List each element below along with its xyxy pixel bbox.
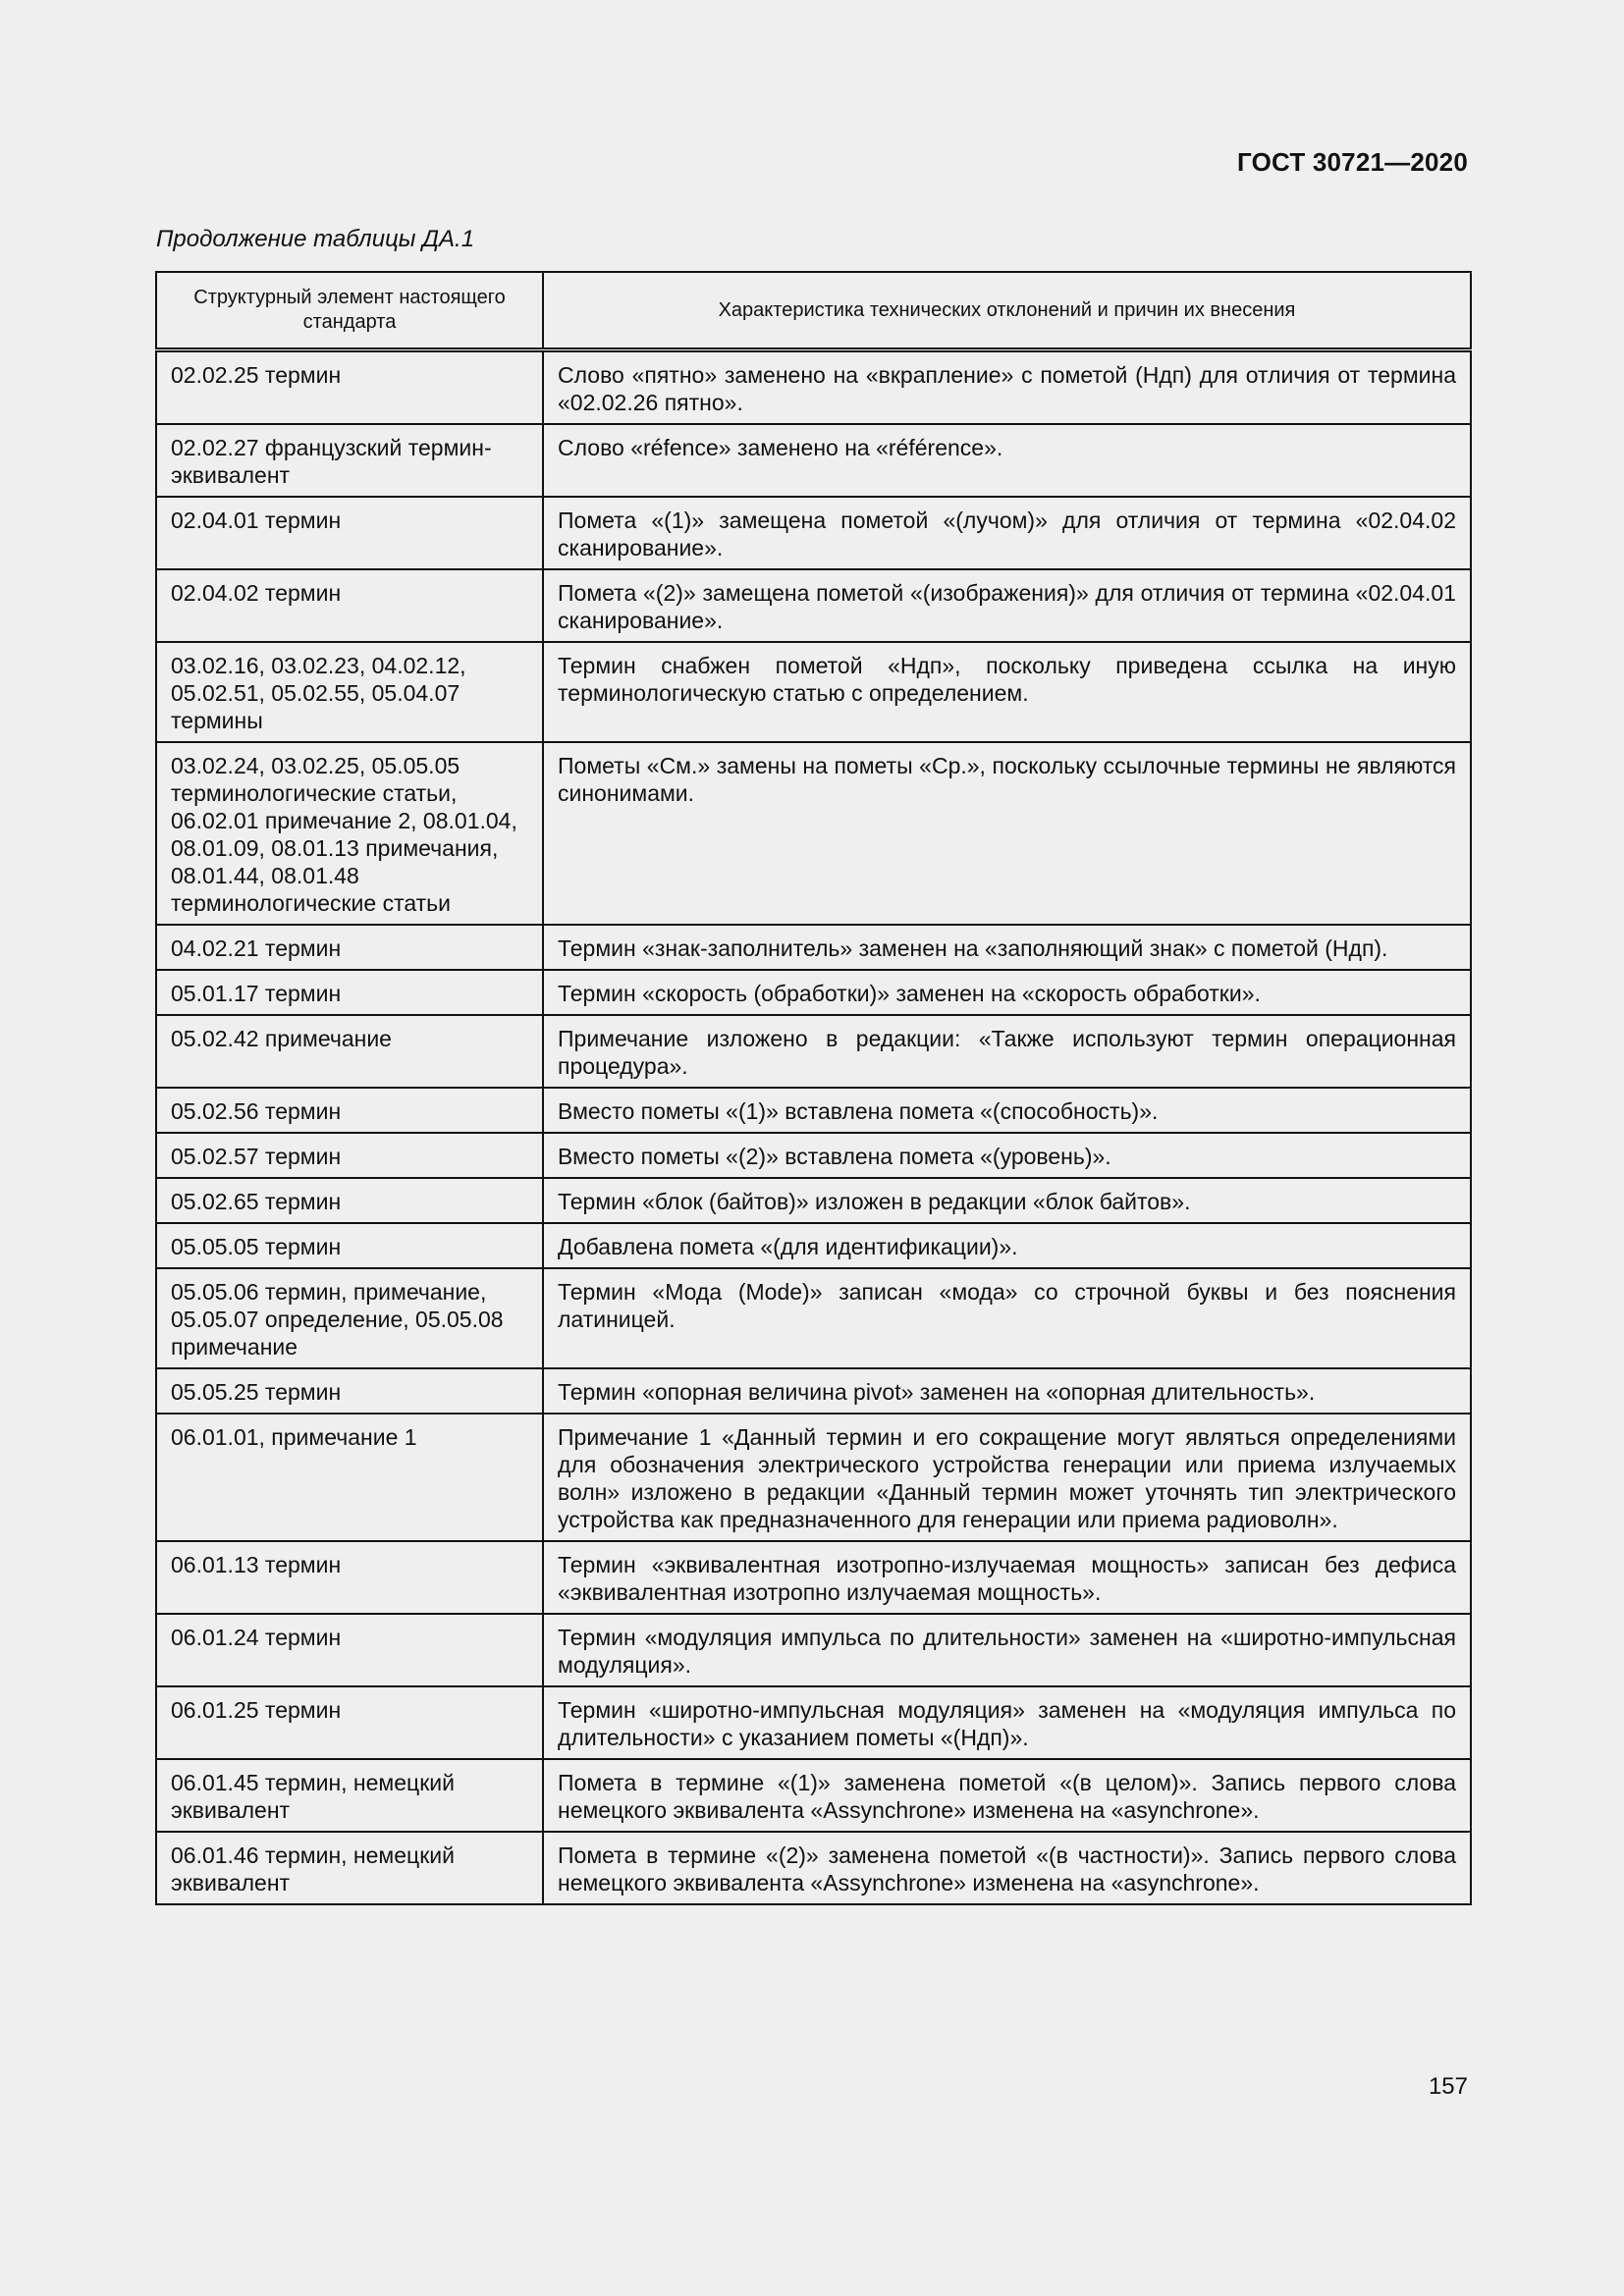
deviation-description-cell: Помета «(1)» замещена пометой «(лучом)» для отличия от термина «02.04.02 сканирование». [543, 497, 1471, 569]
column-header-element: Структурный элемент настоящего стандарта [156, 272, 543, 350]
table-row [156, 1832, 1471, 1904]
deviation-description-cell: Термин «знак-заполнитель» заменен на «заполняющий знак» с пометой (Ндп). [543, 925, 1471, 970]
structural-element-cell: 05.05.06 термин, примечание, 05.05.07 определение, 05.05.08 примечание [156, 1268, 543, 1368]
deviation-description-cell: Примечание изложено в редакции: «Также используют термин операционная процедура». [543, 1015, 1471, 1088]
structural-element-cell: 05.02.57 термин [156, 1133, 543, 1178]
table-row [156, 925, 1471, 970]
deviation-description-cell: Слово «réfence» заменено на «référence». [543, 424, 1471, 497]
deviation-description-cell: Пометы «См.» замены на пометы «Ср.», поскольку ссылочные термины не являются синонимами. [543, 742, 1471, 925]
structural-element-cell: 03.02.24, 03.02.25, 05.05.05 терминологические статьи, 06.02.01 примечание 2, 08.01.04, 08.01.09, 08.01.13 примечания, 08.01.44, 08.01.48 терминологические статьи [156, 742, 543, 925]
structural-element-cell: 03.02.16, 03.02.23, 04.02.12, 05.02.51, 05.02.55, 05.04.07 термины [156, 642, 543, 742]
deviation-description-cell: Термин «Мода (Mode)» записан «мода» со строчной буквы и без пояснения латиницей. [543, 1268, 1471, 1368]
deviation-description-cell: Термин «модуляция импульса по длительности» заменен на «широтно-импульсная модуляция». [543, 1614, 1471, 1686]
deviation-description-cell: Термин снабжен пометой «Ндп», поскольку приведена ссылка на иную терминологическую статью с определением. [543, 642, 1471, 742]
structural-element-cell: 05.05.05 термин [156, 1223, 543, 1268]
deviation-description-cell: Термин «опорная величина pivot» заменен на «опорная длительность». [543, 1368, 1471, 1414]
table-row [156, 1759, 1471, 1832]
structural-element-cell: 02.04.02 термин [156, 569, 543, 642]
document-code: ГОСТ 30721—2020 [1237, 147, 1468, 177]
structural-element-cell: 06.01.13 термин [156, 1541, 543, 1614]
structural-element-cell: 02.02.25 термин [156, 350, 543, 425]
deviations-table [155, 271, 1472, 1905]
table-row [156, 1223, 1471, 1268]
column-header-description: Характеристика технических отклонений и причин их внесения [543, 272, 1471, 350]
deviation-description-cell: Термин «скорость (обработки)» заменен на «скорость обработки». [543, 970, 1471, 1015]
structural-element-cell: 06.01.25 термин [156, 1686, 543, 1759]
deviation-description-cell: Помета в термине «(1)» заменена пометой «(в целом)». Запись первого слова немецкого эквивалента «Assynchrone» изменена на «asynchrone». [543, 1759, 1471, 1832]
table-caption: Продолжение таблицы ДА.1 [156, 226, 475, 252]
deviation-description-cell: Термин «широтно-импульсная модуляция» заменен на «модуляция импульса по длительности» с указанием пометы «(Ндп)». [543, 1686, 1471, 1759]
deviation-description-cell: Вместо пометы «(2)» вставлена помета «(уровень)». [543, 1133, 1471, 1178]
structural-element-cell: 05.02.56 термин [156, 1088, 543, 1133]
deviation-description-cell: Слово «пятно» заменено на «вкрапление» с пометой (Ндп) для отличия от термина «02.02.26 пятно». [543, 350, 1471, 425]
table-row [156, 1368, 1471, 1414]
structural-element-cell: 05.02.42 примечание [156, 1015, 543, 1088]
deviation-description-cell: Термин «блок (байтов)» изложен в редакции «блок байтов». [543, 1178, 1471, 1223]
table-row [156, 1268, 1471, 1368]
structural-element-cell: 04.02.21 термин [156, 925, 543, 970]
structural-element-cell: 05.02.65 термин [156, 1178, 543, 1223]
deviation-description-cell: Добавлена помета «(для идентификации)». [543, 1223, 1471, 1268]
structural-element-cell: 05.05.25 термин [156, 1368, 543, 1414]
table-row [156, 1414, 1471, 1541]
table-header-row [156, 272, 1471, 350]
table-row [156, 1541, 1471, 1614]
structural-element-cell: 06.01.24 термин [156, 1614, 543, 1686]
structural-element-cell: 02.02.27 французский термин-эквивалент [156, 424, 543, 497]
table-row [156, 424, 1471, 497]
table-row [156, 1088, 1471, 1133]
deviation-description-cell: Помета в термине «(2)» заменена пометой «(в частности)». Запись первого слова немецкого эквивалента «Assynchrone» изменена на «asynchrone». [543, 1832, 1471, 1904]
table-row [156, 1686, 1471, 1759]
table-row [156, 1178, 1471, 1223]
deviation-description-cell: Вместо пометы «(1)» вставлена помета «(способность)». [543, 1088, 1471, 1133]
deviation-description-cell: Примечание 1 «Данный термин и его сокращение могут являться определениями для обозначения электрического устройства генерации или приема излучаемых волн» изложено в редакции «Данный термин может уточнять тип электрического устройства как предназначенного для генерации или приема радиоволн». [543, 1414, 1471, 1541]
table-row [156, 742, 1471, 925]
structural-element-cell: 06.01.46 термин, немецкий эквивалент [156, 1832, 543, 1904]
deviation-description-cell: Помета «(2)» замещена пометой «(изображения)» для отличия от термина «02.04.01 сканирование». [543, 569, 1471, 642]
structural-element-cell: 05.01.17 термин [156, 970, 543, 1015]
table-row [156, 569, 1471, 642]
table-row [156, 1133, 1471, 1178]
table-row [156, 642, 1471, 742]
structural-element-cell: 06.01.01, примечание 1 [156, 1414, 543, 1541]
page-number: 157 [1428, 2073, 1468, 2100]
structural-element-cell: 06.01.45 термин, немецкий эквивалент [156, 1759, 543, 1832]
table-row [156, 970, 1471, 1015]
table-row [156, 1614, 1471, 1686]
structural-element-cell: 02.04.01 термин [156, 497, 543, 569]
table-row [156, 350, 1471, 425]
table-row [156, 497, 1471, 569]
table-row [156, 1015, 1471, 1088]
deviation-description-cell: Термин «эквивалентная изотропно-излучаемая мощность» записан без дефиса «эквивалентная изотропно излучаемая мощность». [543, 1541, 1471, 1614]
